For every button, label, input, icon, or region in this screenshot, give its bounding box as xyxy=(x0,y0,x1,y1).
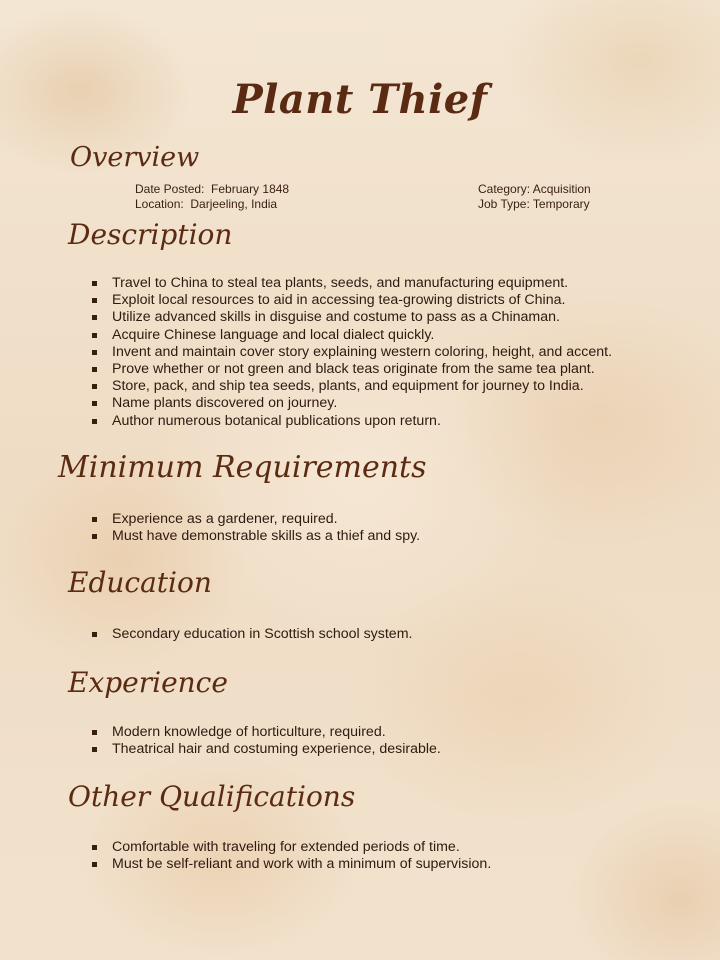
bullet-icon xyxy=(92,747,97,752)
list-item xyxy=(92,839,491,856)
bullet-icon xyxy=(92,350,97,355)
list-item-text: Experience as a gardener, required. xyxy=(112,511,338,527)
list-item xyxy=(92,724,441,741)
list-item-text: Name plants discovered on journey. xyxy=(112,395,338,412)
bullet-icon xyxy=(92,534,97,539)
bullet-icon xyxy=(92,281,97,286)
list-item xyxy=(92,741,441,758)
list-item-text: Utilize advanced skills in disguise and costume to pass as a Chinaman. xyxy=(112,309,560,326)
list-item-text: Acquire Chinese language and local dialect quickly. xyxy=(112,326,435,343)
description-heading: Description xyxy=(68,218,233,251)
date-posted: Date Posted: February 1848 xyxy=(135,182,290,196)
education-list xyxy=(92,626,412,643)
list-item xyxy=(92,511,420,528)
other-qualifications-list xyxy=(92,839,491,873)
experience-list xyxy=(92,724,441,758)
bullet-icon xyxy=(92,367,97,372)
bullet-icon xyxy=(92,517,97,522)
list-item xyxy=(92,361,612,378)
list-item-text: Author numerous botanical publications upon return. xyxy=(112,412,441,429)
bullet-icon xyxy=(92,862,97,867)
bullet-icon xyxy=(92,401,97,406)
job-type: Job Type: Temporary xyxy=(478,197,590,211)
list-item-text: Travel to China to steal tea plants, seeds, and manufacturing equipment. xyxy=(112,275,569,291)
minimum-requirements-heading: Minimum Requirements xyxy=(58,450,427,485)
page-title: Plant Thief xyxy=(232,76,488,123)
list-item xyxy=(92,413,612,430)
list-item xyxy=(92,275,612,292)
list-item xyxy=(92,344,612,361)
overview-heading: Overview xyxy=(70,142,200,173)
list-item-text: Invent and maintain cover story explaining western coloring, height, and accent. xyxy=(112,343,613,360)
list-item-text: Comfortable with traveling for extended periods of time. xyxy=(112,839,460,855)
location: Location: Darjeeling, India xyxy=(135,197,278,211)
minimum-requirements-list xyxy=(92,511,420,545)
other-qualifications-heading: Other Qualifications xyxy=(68,780,356,813)
list-item xyxy=(92,626,412,643)
list-item xyxy=(92,292,612,309)
overview-meta-left xyxy=(135,182,289,212)
category: Category: Acquisition xyxy=(478,182,591,196)
list-item-text: Must have demonstrable skills as a thief and spy. xyxy=(112,528,421,545)
overview-meta-right xyxy=(478,182,591,212)
education-heading: Education xyxy=(68,566,212,599)
list-item xyxy=(92,327,612,344)
list-item xyxy=(92,856,491,873)
list-item xyxy=(92,378,612,395)
bullet-icon xyxy=(92,384,97,389)
bullet-icon xyxy=(92,298,97,303)
bullet-icon xyxy=(92,333,97,338)
list-item-text: Prove whether or not green and black teas originate from the same tea plant. xyxy=(112,361,595,378)
list-item xyxy=(92,395,612,412)
bullet-icon xyxy=(92,730,97,735)
list-item-text: Store, pack, and ship tea seeds, plants, and equipment for journey to India. xyxy=(112,378,584,395)
list-item xyxy=(92,528,420,545)
bullet-icon xyxy=(92,419,97,424)
list-item-text: Secondary education in Scottish school system. xyxy=(112,626,413,642)
list-item-text: Modern knowledge of horticulture, required. xyxy=(112,724,386,740)
description-list xyxy=(92,275,612,430)
list-item-text: Theatrical hair and costuming experience, desirable. xyxy=(112,741,441,758)
bullet-icon xyxy=(92,315,97,320)
list-item-text: Must be self-reliant and work with a minimum of supervision. xyxy=(112,856,492,873)
list-item xyxy=(92,309,612,326)
bullet-icon xyxy=(92,632,97,637)
bullet-icon xyxy=(92,845,97,850)
list-item-text: Exploit local resources to aid in accessing tea-growing districts of China. xyxy=(112,292,566,309)
experience-heading: Experience xyxy=(68,666,228,699)
